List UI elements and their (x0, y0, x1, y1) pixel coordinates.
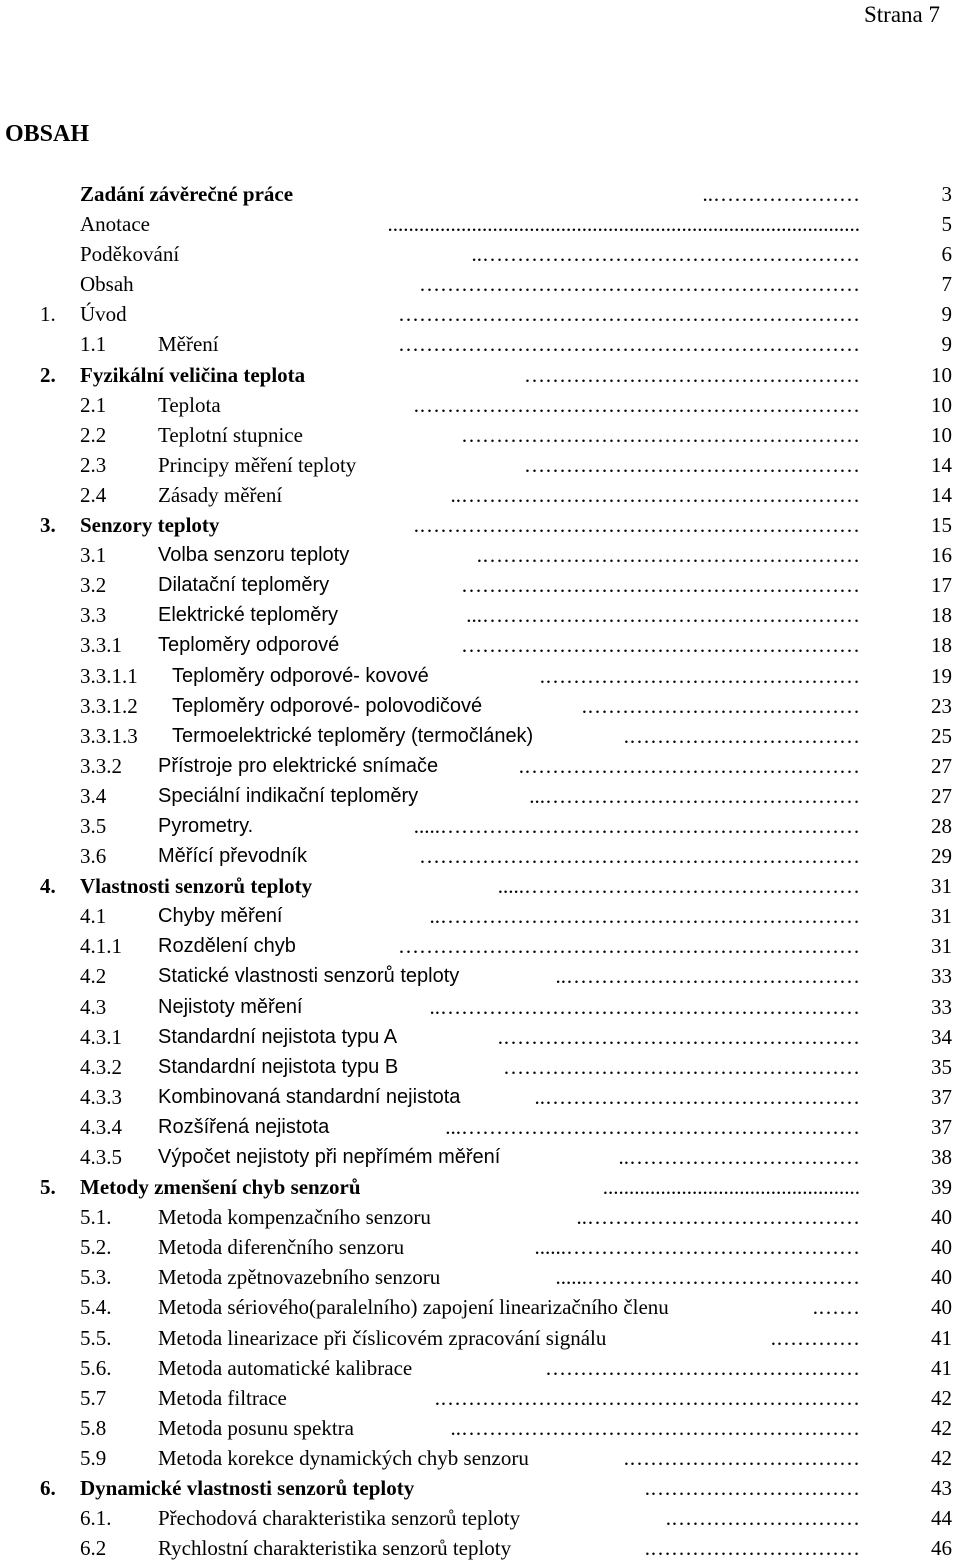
toc-entry-number: 4.3.4 (80, 1114, 122, 1139)
toc-entry-page: 40 (931, 1235, 952, 1260)
toc-entry-page: 37 (931, 1084, 952, 1109)
table-of-contents (0, 179, 960, 1563)
toc-entry-title: Rozšířená nejistota (158, 1115, 330, 1138)
toc-entry (0, 1202, 960, 1232)
toc-entry (0, 299, 960, 329)
toc-entry-page: 40 (931, 1295, 952, 1320)
toc-entry-leader: ………………………………………. (539, 663, 860, 688)
toc-entry (0, 992, 960, 1022)
toc-entry-title: Metoda posunu spektra (158, 1415, 354, 1440)
toc-entry-title: Úvod (80, 302, 127, 327)
toc-entry-page: 18 (931, 633, 952, 658)
toc-entry-page: 5 (941, 212, 952, 237)
toc-entry-number: 2. (40, 362, 56, 387)
toc-entry-title: Termoelektrické teploměry (termočlánek) (172, 724, 534, 747)
toc-entry-page: 3 (941, 182, 952, 206)
toc-entry (0, 691, 960, 721)
toc-entry (0, 1142, 960, 1172)
toc-entry-leader: ……………………………………………………… (419, 272, 860, 297)
toc-entry-title: Rozdělení chyb (158, 935, 296, 958)
toc-entry (0, 961, 960, 991)
toc-entry-page: 18 (931, 603, 952, 628)
toc-entry-title: Metoda filtrace (158, 1385, 287, 1410)
toc-entry (0, 1262, 960, 1292)
toc-entry-title: Výpočet nejistoty při nepřímém měření (158, 1146, 501, 1168)
toc-entry-leader: ………………………………………………………. (413, 392, 860, 417)
toc-entry-title: Zásady měření (158, 482, 283, 507)
toc-entry (0, 269, 960, 299)
toc-entry-page: 41 (931, 1325, 952, 1350)
toc-entry (0, 1473, 960, 1503)
toc-entry-leader: ……………………………………………………. (434, 1385, 860, 1410)
toc-entry-page: 28 (931, 813, 952, 838)
toc-entry-title: Metoda diferenčního senzoru (158, 1235, 405, 1260)
toc-entry (0, 1112, 960, 1142)
toc-entry-number: 4.3.2 (80, 1054, 122, 1079)
toc-entry-leader: ……………………………………………….. (471, 242, 860, 267)
toc-entry-title: Speciální indikační teploměry (158, 784, 419, 807)
toc-entry (0, 931, 960, 961)
toc-entry-leader: ………………………………………………………… (398, 302, 860, 327)
toc-entry-leader: …………………………. (644, 1536, 860, 1561)
toc-entry-title: Chyby měření (158, 905, 283, 928)
toc-entry-leader: …………………………………………………….. (429, 904, 860, 929)
toc-entry-title: Volba senzoru teploty (158, 544, 350, 567)
toc-entry-leader: …………. (770, 1325, 860, 1350)
toc-entry-title: Měřící převodník (158, 845, 307, 868)
toc-entry-title: Metoda linearizace při číslicovém zpracování signálu (158, 1325, 607, 1350)
toc-entry-page: 27 (931, 783, 952, 808)
toc-entry (0, 630, 960, 660)
toc-entry-title: Teploměry odporové (158, 634, 340, 657)
toc-entry (0, 329, 960, 359)
toc-entry-page: 16 (931, 543, 952, 568)
toc-entry (0, 1323, 960, 1353)
toc-entry-page: 39 (931, 1175, 952, 1200)
toc-entry (0, 1082, 960, 1112)
toc-entry (0, 1232, 960, 1262)
toc-entry-page: 14 (931, 482, 952, 507)
toc-entry-page: 42 (931, 1445, 952, 1470)
toc-entry-number: 3. (40, 513, 56, 538)
toc-entry-page: 41 (931, 1355, 952, 1380)
toc-entry-leader: ………………………………………………………… (398, 332, 860, 357)
toc-entry-title: Zadání závěrečné práce (80, 182, 294, 206)
toc-entry-leader: ……………………………………… (545, 1355, 860, 1380)
toc-entry-number: 5.5. (80, 1325, 112, 1350)
toc-entry (0, 510, 960, 540)
toc-entry-number: 3.6 (80, 844, 107, 869)
toc-entry-number: 3.3.1.2 (80, 693, 138, 718)
toc-entry-leader: ………………………………………………………… (398, 934, 860, 959)
toc-entry-page: 9 (941, 302, 952, 327)
toc-entry-page: 15 (931, 513, 952, 538)
toc-entry-page: 33 (931, 964, 952, 989)
toc-entry-title: Teplota (158, 392, 221, 417)
toc-entry-title: Vlastnosti senzorů teploty (80, 874, 313, 899)
toc-entry-title: Standardní nejistota typu B (158, 1055, 399, 1078)
toc-entry (0, 450, 960, 480)
toc-entry-title: Pyrometry. (158, 814, 254, 837)
toc-entry-number: 3.3.1 (80, 633, 122, 658)
toc-entry (0, 1022, 960, 1052)
toc-entry (0, 1443, 960, 1473)
toc-entry-leader: ……………………………………….. (534, 1084, 860, 1109)
toc-entry-number: 6. (40, 1476, 56, 1501)
toc-entry-title: Metody zmenšení chyb senzorů (80, 1175, 361, 1200)
toc-entry-page: 23 (931, 693, 952, 718)
page-header: Strana 7 (863, 2, 940, 27)
toc-entry (0, 1292, 960, 1322)
toc-entry-number: 3.3.1.3 (80, 723, 138, 748)
toc-entry-leader: ………………………………………... (529, 783, 860, 808)
toc-entry (0, 811, 960, 841)
toc-entry-title: Principy měření teploty (158, 452, 357, 477)
toc-entry (0, 239, 960, 269)
toc-entry-title: Dynamické vlastnosti senzorů teploty (80, 1476, 415, 1501)
toc-entry-leader: …………………………………………. (518, 753, 860, 778)
toc-entry (0, 480, 960, 510)
toc-entry-number: 3.2 (80, 573, 107, 598)
toc-entry-title: Přístroje pro elektrické snímače (158, 754, 439, 777)
toc-entry-number: 5.4. (80, 1295, 112, 1320)
toc-entry-leader: …………………………………………………... (445, 1114, 860, 1139)
toc-entry-leader: …………………………………………… (503, 1054, 860, 1079)
toc-entry-page: 31 (931, 904, 952, 929)
toc-title: OBSAH (5, 121, 90, 147)
toc-entry-number: 6.2 (80, 1536, 107, 1561)
toc-entry-title: Dilatační teploměry (158, 574, 330, 597)
toc-entry (0, 1383, 960, 1413)
toc-entry (0, 1533, 960, 1563)
toc-entry-page: 10 (931, 362, 952, 387)
toc-entry-title: Metoda sériového(paralelního) zapojení linearizačního členu (158, 1295, 669, 1320)
toc-entry-title: Přechodová charakteristika senzorů teploty (158, 1506, 521, 1531)
toc-entry-page: 42 (931, 1415, 952, 1440)
toc-entry-title: Měření (158, 332, 219, 357)
toc-entry-number: 3.3.2 (80, 753, 122, 778)
toc-entry-title: Senzory teploty (80, 513, 220, 538)
toc-entry-page: 34 (931, 1024, 952, 1049)
toc-entry-page: 44 (931, 1506, 952, 1531)
toc-entry-number: 4.2 (80, 964, 107, 989)
toc-entry-number: 3.4 (80, 783, 107, 808)
toc-entry-leader: ………………………………….. (576, 1205, 860, 1230)
toc-entry (0, 209, 960, 239)
toc-entry (0, 360, 960, 390)
toc-entry-page: 27 (931, 753, 952, 778)
toc-entry-number: 3.3 (80, 603, 107, 628)
toc-entry-title: Statické vlastnosti senzorů teploty (158, 965, 460, 988)
toc-entry-leader: .......................................................................................... (387, 212, 860, 237)
toc-entry-title: Teploměry odporové- kovové (172, 664, 429, 687)
toc-entry (0, 420, 960, 450)
toc-entry-leader: …………………………. (644, 1476, 860, 1501)
toc-entry-leader: ................................................. (602, 1175, 860, 1200)
toc-entry-page: 10 (931, 422, 952, 447)
toc-entry-leader: ………………………………………………… (461, 573, 860, 598)
toc-entry (0, 721, 960, 751)
toc-entry-title: Metoda zpětnovazebního senzoru (158, 1265, 441, 1290)
toc-entry-page: 42 (931, 1385, 952, 1410)
toc-entry-leader: ………………………………………… (524, 452, 860, 477)
toc-entry-leader: ………………………………………………… (461, 633, 860, 658)
toc-entry (0, 841, 960, 871)
toc-entry-leader: …………………………….. (618, 1145, 860, 1169)
toc-entry-leader: …………………………………. (581, 693, 860, 718)
toc-entry-number: 2.4 (80, 482, 107, 507)
toc-entry-page: 31 (931, 874, 952, 899)
toc-entry-number: 4.3.5 (80, 1145, 122, 1169)
toc-entry-leader: ………………………………………………. (476, 543, 860, 568)
toc-entry-page: 35 (931, 1054, 952, 1079)
toc-entry-number: 5.8 (80, 1415, 107, 1440)
toc-entry-title: Teploměry odporové- polovodičové (172, 694, 483, 717)
toc-entry-page: 19 (931, 663, 952, 688)
toc-entry-page: 40 (931, 1205, 952, 1230)
toc-entry-leader: …………………………………...... (555, 1265, 860, 1290)
toc-entry-number: 5.6. (80, 1355, 112, 1380)
toc-entry-page: 6 (941, 242, 952, 267)
toc-entry (0, 179, 960, 209)
toc-entry (0, 871, 960, 901)
toc-entry-number: 4.3.1 (80, 1024, 122, 1049)
toc-entry-number: 1. (40, 302, 56, 327)
toc-entry-page: 29 (931, 844, 952, 869)
toc-entry (0, 661, 960, 691)
toc-entry-leader: …………………………………………..... (497, 874, 860, 899)
toc-entry-number: 3.1 (80, 543, 107, 568)
toc-entry-leader: …………………………………………………….. (429, 994, 860, 1019)
toc-entry (0, 570, 960, 600)
toc-entry-page: 14 (931, 452, 952, 477)
toc-entry-leader: ……………………………. (623, 1445, 860, 1470)
toc-entry (0, 1172, 960, 1202)
toc-entry-page: 10 (931, 392, 952, 417)
toc-entry-leader: ……………………………………………. (497, 1024, 860, 1049)
toc-entry-leader: ………………………. (665, 1506, 860, 1531)
toc-entry-number: 3.3.1.1 (80, 663, 138, 688)
toc-entry-number: 2.3 (80, 452, 107, 477)
toc-entry-title: Metoda automatické kalibrace (158, 1355, 413, 1380)
toc-entry-number: 4.1 (80, 904, 107, 929)
toc-entry (0, 600, 960, 630)
toc-entry-number: 5.1. (80, 1205, 112, 1230)
toc-entry-title: Fyzikální veličina teplota (80, 362, 306, 387)
toc-entry-number: 2.1 (80, 392, 107, 417)
toc-entry-title: Poděkování (80, 242, 180, 267)
toc-entry-title: Anotace (80, 212, 150, 237)
toc-entry-title: Nejistoty měření (158, 995, 303, 1018)
toc-entry (0, 540, 960, 570)
toc-entry-leader: ………………………………………………………. (413, 513, 860, 538)
toc-entry-leader: ………………………………………………... (466, 603, 860, 628)
toc-entry-page: 25 (931, 723, 952, 748)
toc-entry (0, 901, 960, 931)
toc-entry-page: 40 (931, 1265, 952, 1290)
toc-entry-page: 17 (931, 573, 952, 598)
toc-entry-leader: …………………………………….. (555, 964, 860, 989)
toc-entry-leader: ………………………………………………… (461, 422, 860, 447)
toc-entry-leader: ……. (812, 1295, 860, 1320)
toc-entry-page: 7 (941, 272, 952, 297)
toc-entry-number: 4.3.3 (80, 1084, 122, 1109)
toc-entry (0, 1052, 960, 1082)
toc-entry-number: 5.3. (80, 1265, 112, 1290)
toc-entry-number: 5.2. (80, 1235, 112, 1260)
toc-entry-page: 37 (931, 1114, 952, 1139)
toc-entry-number: 5.7 (80, 1385, 107, 1410)
toc-entry-number: 6.1. (80, 1506, 112, 1531)
toc-entry-title: Obsah (80, 272, 134, 297)
toc-entry-number: 2.2 (80, 422, 107, 447)
toc-entry-leader: ………………….. (702, 182, 860, 206)
toc-entry-leader: ……………………………………………………… (419, 844, 860, 869)
toc-entry-leader: ………………………………………………….. (450, 482, 860, 507)
toc-entry-page: 9 (941, 332, 952, 357)
toc-entry (0, 1413, 960, 1443)
toc-entry-title: Teplotní stupnice (158, 422, 303, 447)
toc-entry-leader: ……………………………. (623, 723, 860, 748)
toc-entry-number: 4. (40, 874, 56, 899)
toc-entry-title: Rychlostní charakteristika senzorů teploty (158, 1536, 512, 1561)
toc-entry (0, 781, 960, 811)
toc-entry-title: Metoda kompenzačního senzoru (158, 1205, 431, 1230)
toc-entry-number: 5.9 (80, 1445, 107, 1470)
toc-entry-title: Standardní nejistota typu A (158, 1025, 398, 1048)
toc-entry-number: 1.1 (80, 332, 107, 357)
toc-entry-number: 4.3 (80, 994, 107, 1019)
toc-entry-page: 31 (931, 934, 952, 959)
toc-entry-leader: ……………………………………...... (534, 1235, 860, 1260)
toc-entry (0, 1503, 960, 1533)
toc-entry (0, 751, 960, 781)
toc-entry-number: 5. (40, 1175, 56, 1200)
toc-entry-number: 3.5 (80, 813, 107, 838)
toc-entry-page: 43 (931, 1476, 952, 1501)
toc-entry-number: 4.1.1 (80, 934, 122, 959)
toc-entry-leader: ……………………………………………………..... (413, 813, 860, 838)
toc-entry-page: 38 (931, 1145, 952, 1169)
toc-entry (0, 1353, 960, 1383)
toc-entry-title: Metoda korekce dynamických chyb senzoru (158, 1445, 529, 1470)
toc-entry-page: 46 (931, 1536, 952, 1561)
toc-entry-leader: ………………………………………… (524, 362, 860, 387)
toc-entry-page: 33 (931, 994, 952, 1019)
toc-entry (0, 390, 960, 420)
toc-entry-title: Kombinovaná standardní nejistota (158, 1085, 461, 1108)
toc-entry-leader: ………………………………………………….. (450, 1415, 860, 1440)
toc-entry-title: Elektrické teploměry (158, 604, 339, 627)
